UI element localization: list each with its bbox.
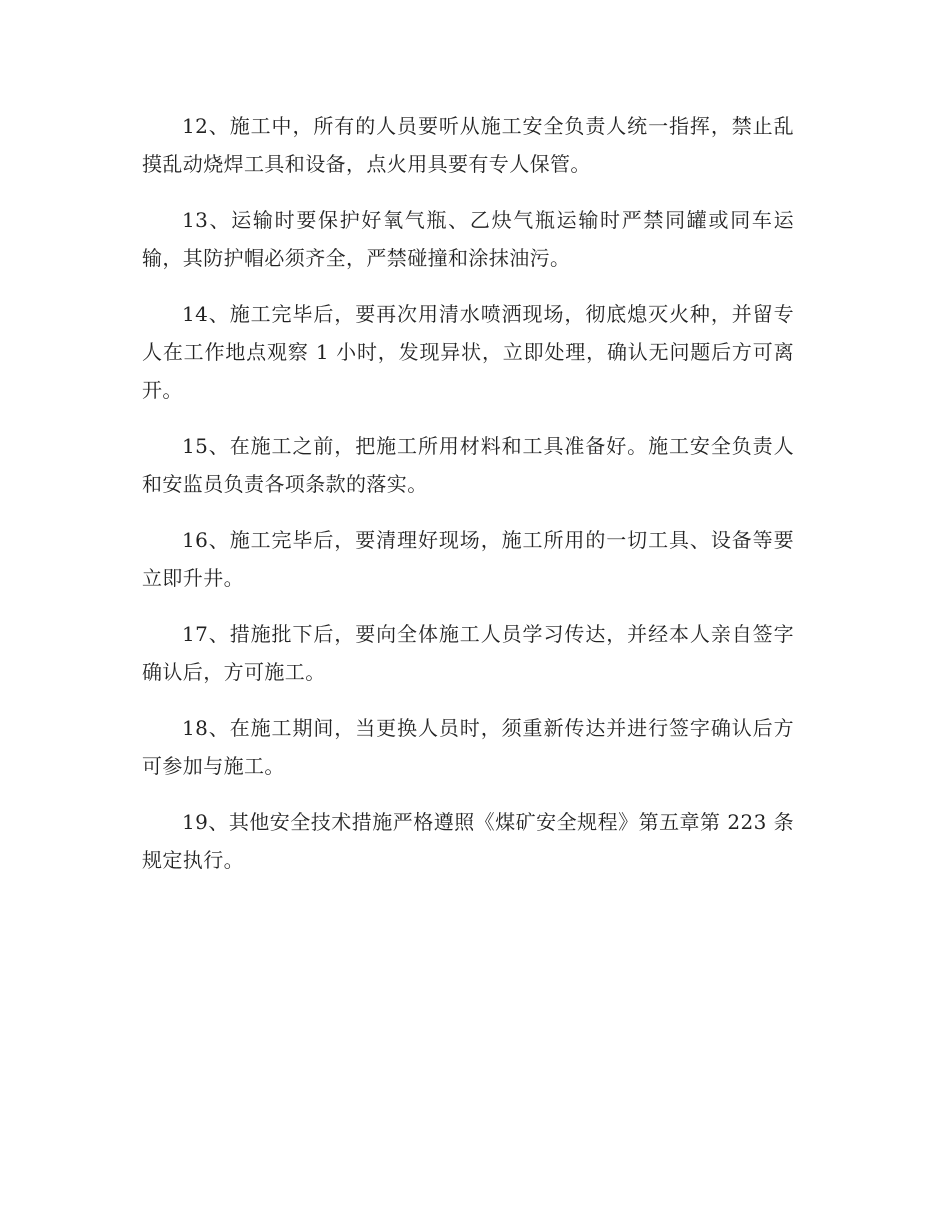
paragraph-item-17: 17、措施批下后，要向全体施工人员学习传达，并经本人亲自签字确认后，方可施工。 [142, 622, 794, 684]
paragraph-item-13: 13、运输时要保护好氧气瓶、乙炔气瓶运输时严禁同罐或同车运输，其防护帽必须齐全，严禁碰撞和涂抹油污。 [142, 208, 794, 270]
paragraph-item-12: 12、施工中，所有的人员要听从施工安全负责人统一指挥，禁止乱摸乱动烧焊工具和设备，点火用具要有专人保管。 [142, 114, 794, 176]
paragraph-item-15: 15、在施工之前，把施工所用材料和工具准备好。施工安全负责人和安监员负责各项条款的落实。 [142, 434, 794, 496]
paragraph-item-18: 18、在施工期间，当更换人员时，须重新传达并进行签字确认后方可参加与施工。 [142, 716, 794, 778]
paragraph-item-16: 16、施工完毕后，要清理好现场，施工所用的一切工具、设备等要立即升井。 [142, 528, 794, 590]
document-body [142, 107, 794, 897]
paragraph-item-14: 14、施工完毕后，要再次用清水喷洒现场，彻底熄灭火种，并留专人在工作地点观察 1 小时，发现异状，立即处理，确认无问题后方可离开。 [142, 302, 794, 402]
paragraph-item-19: 19、其他安全技术措施严格遵照《煤矿安全规程》第五章第 223 条规定执行。 [142, 810, 794, 872]
